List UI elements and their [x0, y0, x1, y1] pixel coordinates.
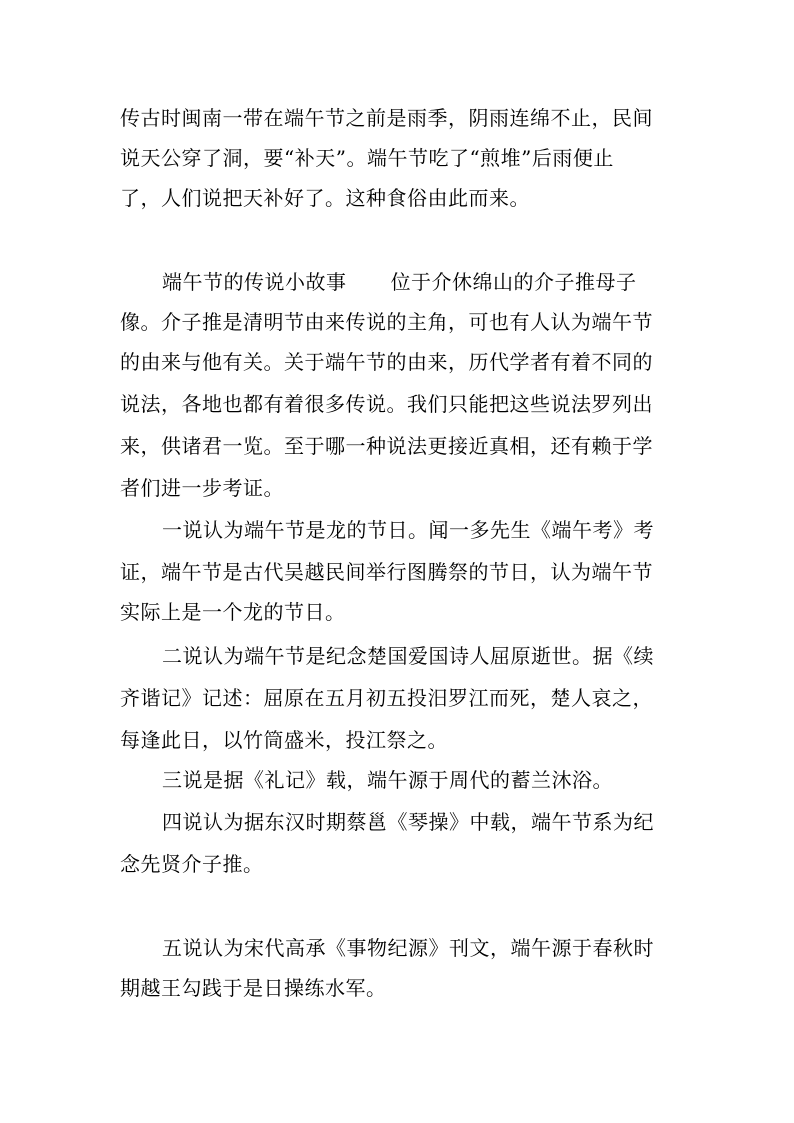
paragraph-1-line-2: 说天公穿了洞，要“补天”。端午节吃了“煎堆”后雨便止: [120, 146, 614, 170]
paragraph-2-line-5: 来，供诸君一览。至于哪一种说法更接近真相，还有赖于学: [120, 434, 653, 458]
paragraph-4-line-2: 齐谐记》记述：屈原在五月初五投汨罗江而死，楚人哀之，: [120, 686, 653, 710]
paragraph-7-line-1: 五说认为宋代高承《事物纪源》刊文，端午源于春秋时: [162, 936, 654, 960]
paragraph-3-line-1: 一说认为端午节是龙的节日。闻一多先生《端午考》考: [162, 518, 654, 542]
paragraph-3-line-2: 证，端午节是古代吴越民间举行图腾祭的节日，认为端午节: [120, 560, 653, 584]
paragraph-1-line-1: 传古时闽南一带在端午节之前是雨季，阴雨连绵不止，民间: [120, 106, 653, 130]
paragraph-2-line-3: 的由来与他有关。关于端午节的由来，历代学者有着不同的: [120, 350, 653, 374]
paragraph-2-line-2: 像。介子推是清明节由来传说的主角，可也有人认为端午节: [120, 310, 653, 334]
paragraph-4-line-1: 二说认为端午节是纪念楚国爱国诗人屈原逝世。据《续: [162, 644, 654, 668]
paragraph-4-line-3: 每逢此日，以竹筒盛米，投江祭之。: [120, 728, 448, 752]
paragraph-2-line-4: 说法，各地也都有着很多传说。我们只能把这些说法罗列出: [120, 392, 653, 416]
paragraph-6-line-2: 念先贤介子推。: [120, 852, 264, 876]
paragraph-2-first-line: [162, 270, 637, 294]
paragraph-1-line-3: 了，人们说把天补好了。这种食俗由此而来。: [120, 186, 530, 210]
story-heading: 端午节的传说小故事: [162, 270, 347, 294]
paragraph-5-line-1: 三说是据《礼记》载，端午源于周代的蓄兰沐浴。: [162, 768, 613, 792]
paragraph-6-line-1: 四说认为据东汉时期蔡邕《琴操》中载，端午节系为纪: [162, 810, 654, 834]
paragraph-2-line-1: 位于介休绵山的介子推母子: [390, 270, 637, 294]
paragraph-2-line-6: 者们进一步考证。: [120, 476, 284, 500]
paragraph-3-line-3: 实际上是一个龙的节日。: [120, 600, 346, 624]
paragraph-7-line-2: 期越王勾践于是日操练水军。: [120, 976, 387, 1000]
